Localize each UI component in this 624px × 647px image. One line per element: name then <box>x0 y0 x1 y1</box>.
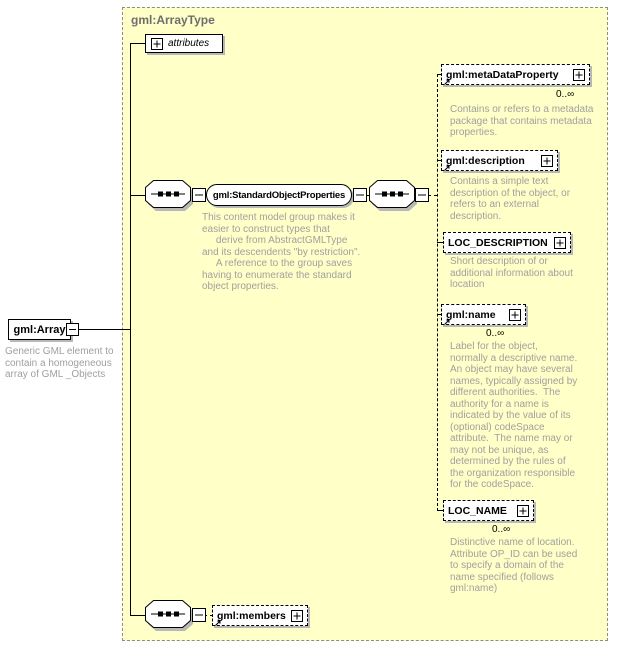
reference-arrow-icon: ↗ <box>443 317 451 327</box>
occurs-label: 0..∞ <box>492 524 511 535</box>
group-standard-object-properties[interactable] <box>206 184 352 206</box>
reference-arrow-icon: ↗ <box>214 618 222 628</box>
element-gml-metadataproperty[interactable] <box>441 64 590 85</box>
element-gml-members[interactable] <box>212 605 308 626</box>
complex-type-title: gml:ArrayType <box>131 13 215 27</box>
element-loc-description[interactable] <box>443 232 571 253</box>
sequence-compositor-icon[interactable] <box>145 600 195 633</box>
expand-icon[interactable] <box>151 38 163 50</box>
sequence2-out-line <box>428 195 437 196</box>
expand-icon[interactable] <box>509 309 521 321</box>
collapse-icon[interactable] <box>192 608 206 622</box>
root-annotation: Generic GML element to contain a homogeneous array of GML _Objects <box>5 346 114 380</box>
expand-icon[interactable] <box>573 69 585 81</box>
element-label: LOC_NAME <box>448 504 507 517</box>
right-trunk-line <box>437 74 438 511</box>
group-label: gml:StandardObjectProperties <box>212 189 346 201</box>
element-label: gml:description <box>446 154 525 167</box>
attributes-box[interactable] <box>145 34 223 53</box>
element-annotation: Label for the object, normally a descriptive name. An object may have several names, typically assigned by different authorities. The authority for a name is indicated by the value of its (optional) codeSpace attribute. The name may or may not be unique, as determined by the rules of the organization responsible for the codeSpace. <box>450 341 578 490</box>
element-annotation: Distinctive name of location. Attribute OP_ID can be used to specify a domain of the name specified (follows gml:name) <box>450 537 578 594</box>
occurs-label: 0..∞ <box>556 89 575 100</box>
sequence-compositor-icon[interactable] <box>369 180 419 213</box>
sequence-compositor-icon[interactable] <box>145 180 195 213</box>
element-loc-name[interactable] <box>443 500 534 521</box>
element-gml-description[interactable] <box>441 150 558 171</box>
element-annotation: Contains or refers to a metadata package that contains metadata properties. <box>450 104 594 138</box>
element-label: gml:name <box>446 308 496 321</box>
element-label: gml:members <box>217 609 286 622</box>
group-annotation: This content model group makes it easier to construct types that derive from AbstractGMLType and its descendents "by restriction". A reference to the group saves having to enumerate the standard object properties. <box>202 212 361 292</box>
element-gml-name[interactable] <box>441 304 526 325</box>
element-label: gml:metaDataProperty <box>446 68 559 81</box>
occurs-label: 0..∞ <box>486 328 505 339</box>
expand-icon[interactable] <box>541 155 553 167</box>
collapse-icon[interactable] <box>353 188 367 202</box>
collapse-icon[interactable] <box>415 188 429 202</box>
attributes-label: attributes <box>168 38 210 49</box>
collapse-icon[interactable] <box>192 188 206 202</box>
element-annotation: Contains a simple text description of the object, or refers to an external description. <box>450 176 571 222</box>
root-connector-line <box>79 329 130 330</box>
collapse-icon[interactable] <box>66 323 79 336</box>
left-trunk-line <box>130 43 131 615</box>
element-gml-array[interactable] <box>8 319 71 340</box>
reference-arrow-icon: ↗ <box>443 77 451 87</box>
element-label: LOC_DESCRIPTION <box>448 236 548 249</box>
reference-arrow-icon: ↗ <box>443 163 451 173</box>
element-annotation: Short description of or additional information about location <box>450 256 573 290</box>
expand-icon[interactable] <box>291 610 303 622</box>
expand-icon[interactable] <box>517 505 529 517</box>
element-label: gml:Array <box>13 323 66 336</box>
expand-icon[interactable] <box>554 237 566 249</box>
